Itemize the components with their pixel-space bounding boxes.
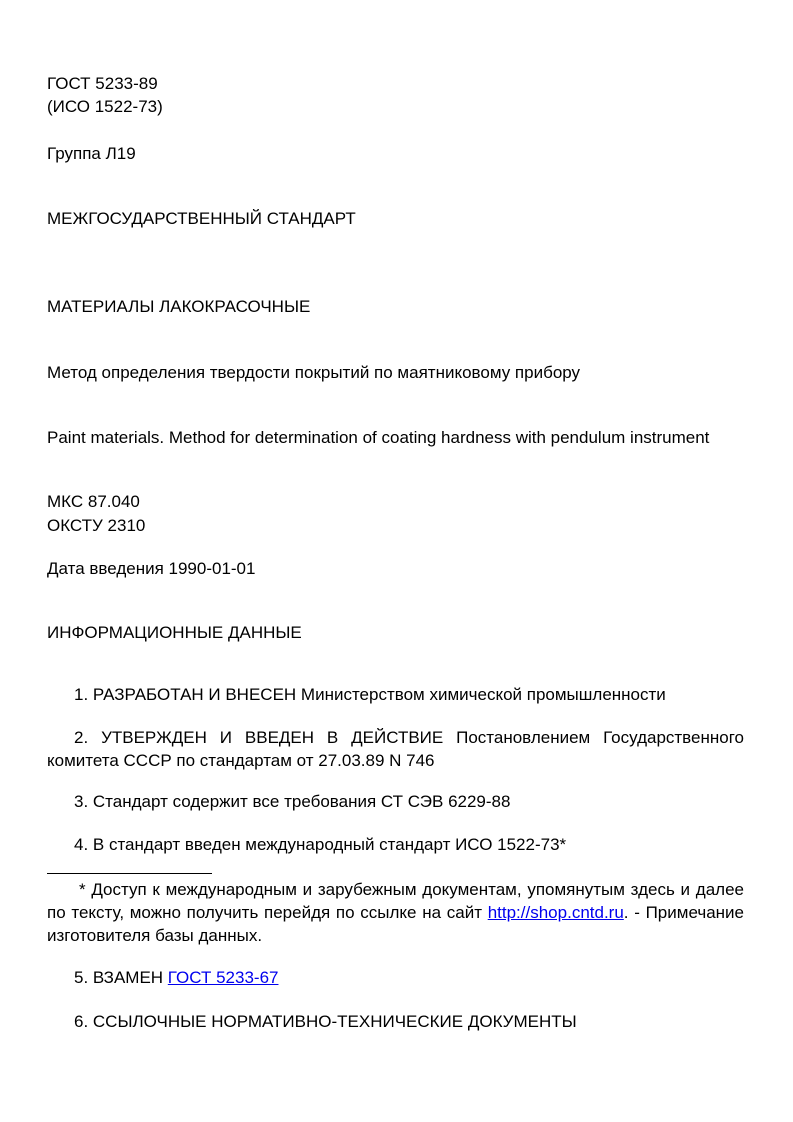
info-item-2: 2. УТВЕРЖДЕН И ВВЕДЕН В ДЕЙСТВИЕ Постановлением Государственного комитета СССР по стандартам от 27.03.89 N 746: [47, 728, 744, 770]
document-title: МАТЕРИАЛЫ ЛАКОКРАСОЧНЫЕ: [47, 297, 311, 316]
gost-number: ГОСТ 5233-89: [47, 74, 158, 93]
footnote: [47, 878, 744, 947]
footnote-note: . - Примечание изготовителя базы данных.: [47, 903, 744, 945]
footnote-divider: [47, 873, 212, 874]
info-heading: ИНФОРМАЦИОННЫЕ ДАННЫЕ: [47, 623, 302, 642]
standard-type: МЕЖГОСУДАРСТВЕННЫЙ СТАНДАРТ: [47, 209, 356, 228]
replaced-standard-link[interactable]: ГОСТ 5233-67: [167, 968, 279, 987]
info-item-6: 6. ССЫЛОЧНЫЕ НОРМАТИВНО-ТЕХНИЧЕСКИЕ ДОКУМЕНТЫ: [74, 1012, 577, 1031]
okstu-code: ОКСТУ 2310: [47, 516, 146, 535]
info-item-4: 4. В стандарт введен международный стандарт ИСО 1522-73*: [74, 835, 567, 854]
info-item-5-prefix: 5. ВЗАМЕН: [74, 968, 164, 987]
info-item-5: [74, 966, 278, 989]
info-item-3: 3. Стандарт содержит все требования СТ СЭВ 6229-88: [74, 792, 511, 811]
intro-date: Дата введения 1990-01-01: [47, 559, 256, 578]
english-title: Paint materials. Method for determination of coating hardness with pendulum instrument: [47, 428, 710, 447]
info-item-1: 1. РАЗРАБОТАН И ВНЕСЕН Министерством химической промышленности: [74, 685, 666, 704]
footnote-text: * Доступ к международным и зарубежным документам, упомянутым здесь и далее по тексту, можно получить перейдя по ссылке на сайт: [47, 880, 744, 922]
footnote-link[interactable]: http://shop.cntd.ru: [487, 903, 624, 922]
mks-code: МКС 87.040: [47, 492, 140, 511]
group-code: Группа Л19: [47, 144, 136, 163]
document-subtitle: Метод определения твердости покрытий по маятниковому прибору: [47, 363, 581, 382]
iso-number: (ИСО 1522-73): [47, 97, 163, 116]
